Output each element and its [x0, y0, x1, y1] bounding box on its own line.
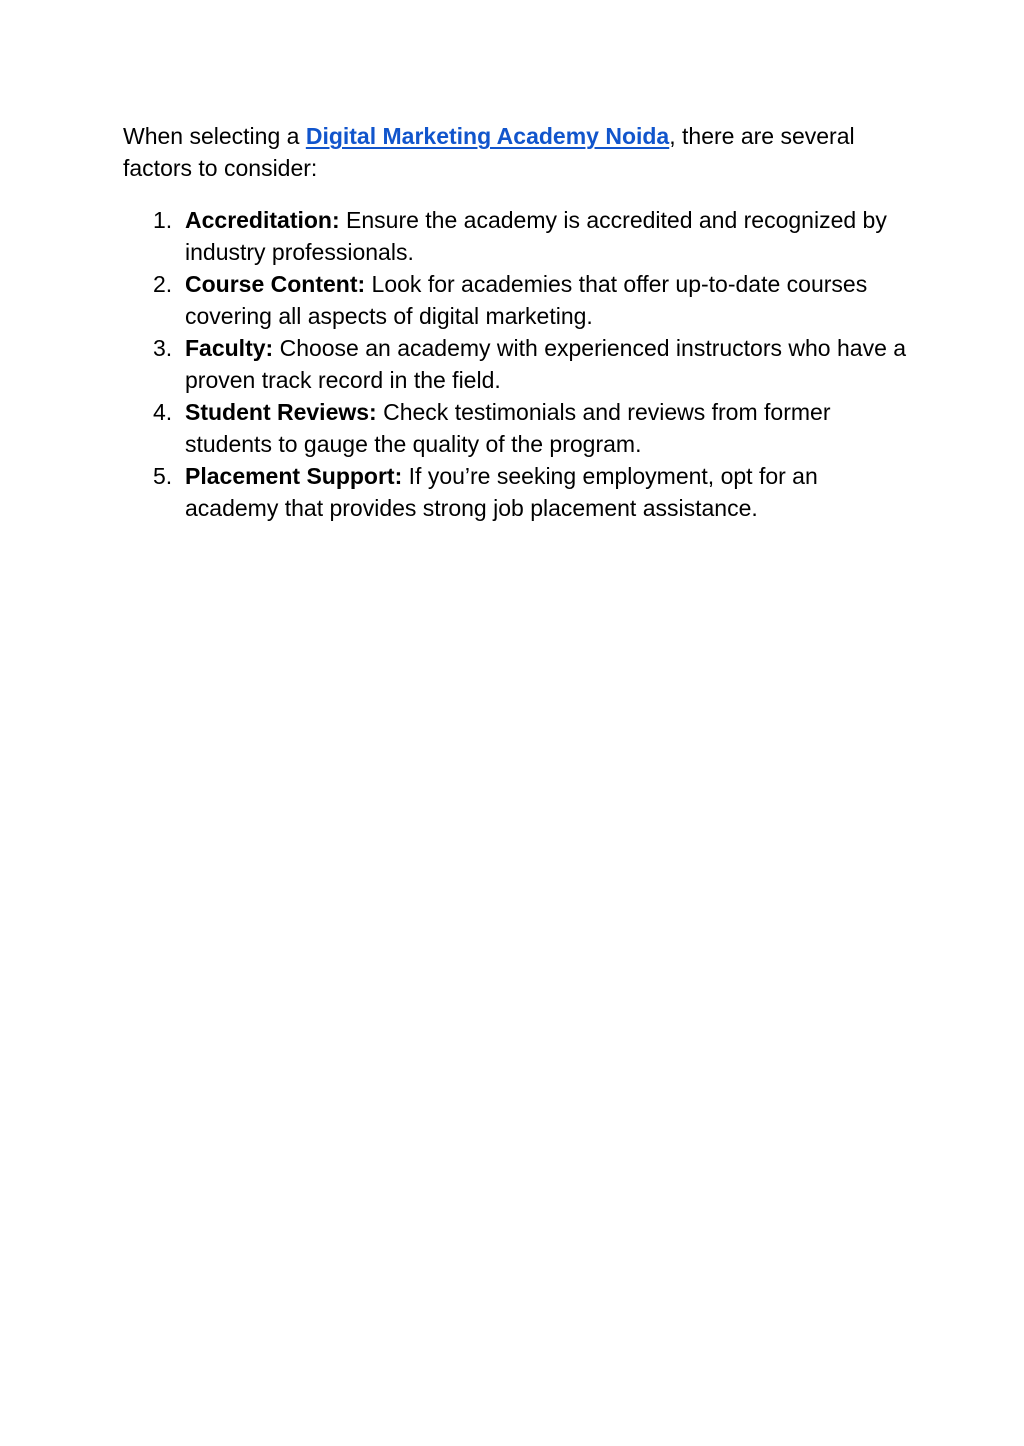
list-item-number: 2. — [153, 271, 173, 297]
list-item-text: Check testimonials and reviews from former students to gauge the quality of the program. — [185, 399, 831, 457]
factors-list — [123, 204, 913, 524]
list-item-number: 5. — [153, 463, 173, 489]
academy-link[interactable]: Digital Marketing Academy Noida — [305, 123, 670, 149]
list-item-text: If you’re seeking employment, opt for an academy that provides strong job placement assistance. — [185, 463, 818, 521]
list-item — [123, 268, 913, 332]
intro-paragraph — [123, 120, 913, 184]
list-item-text: Look for academies that offer up-to-date courses covering all aspects of digital marketing. — [185, 271, 868, 329]
list-item-number: 4. — [153, 399, 173, 425]
list-item-text: Choose an academy with experienced instructors who have a proven track record in the field. — [185, 335, 907, 393]
list-item-term: Placement Support: — [185, 463, 403, 489]
intro-text-after-link: , there are several factors to consider: — [123, 123, 855, 181]
list-item-term: Student Reviews: — [185, 399, 377, 425]
list-item-term: Faculty: — [185, 335, 274, 361]
list-item — [123, 460, 913, 524]
document-body — [123, 120, 913, 524]
list-item-number: 1. — [153, 207, 173, 233]
list-item — [123, 396, 913, 460]
list-item — [123, 204, 913, 268]
list-item-number: 3. — [153, 335, 173, 361]
intro-text-before-link: When selecting a — [123, 123, 306, 149]
list-item-term: Accreditation: — [185, 207, 340, 233]
list-item-text: Ensure the academy is accredited and recognized by industry professionals. — [185, 207, 887, 265]
list-item — [123, 332, 913, 396]
list-item-term: Course Content: — [185, 271, 366, 297]
